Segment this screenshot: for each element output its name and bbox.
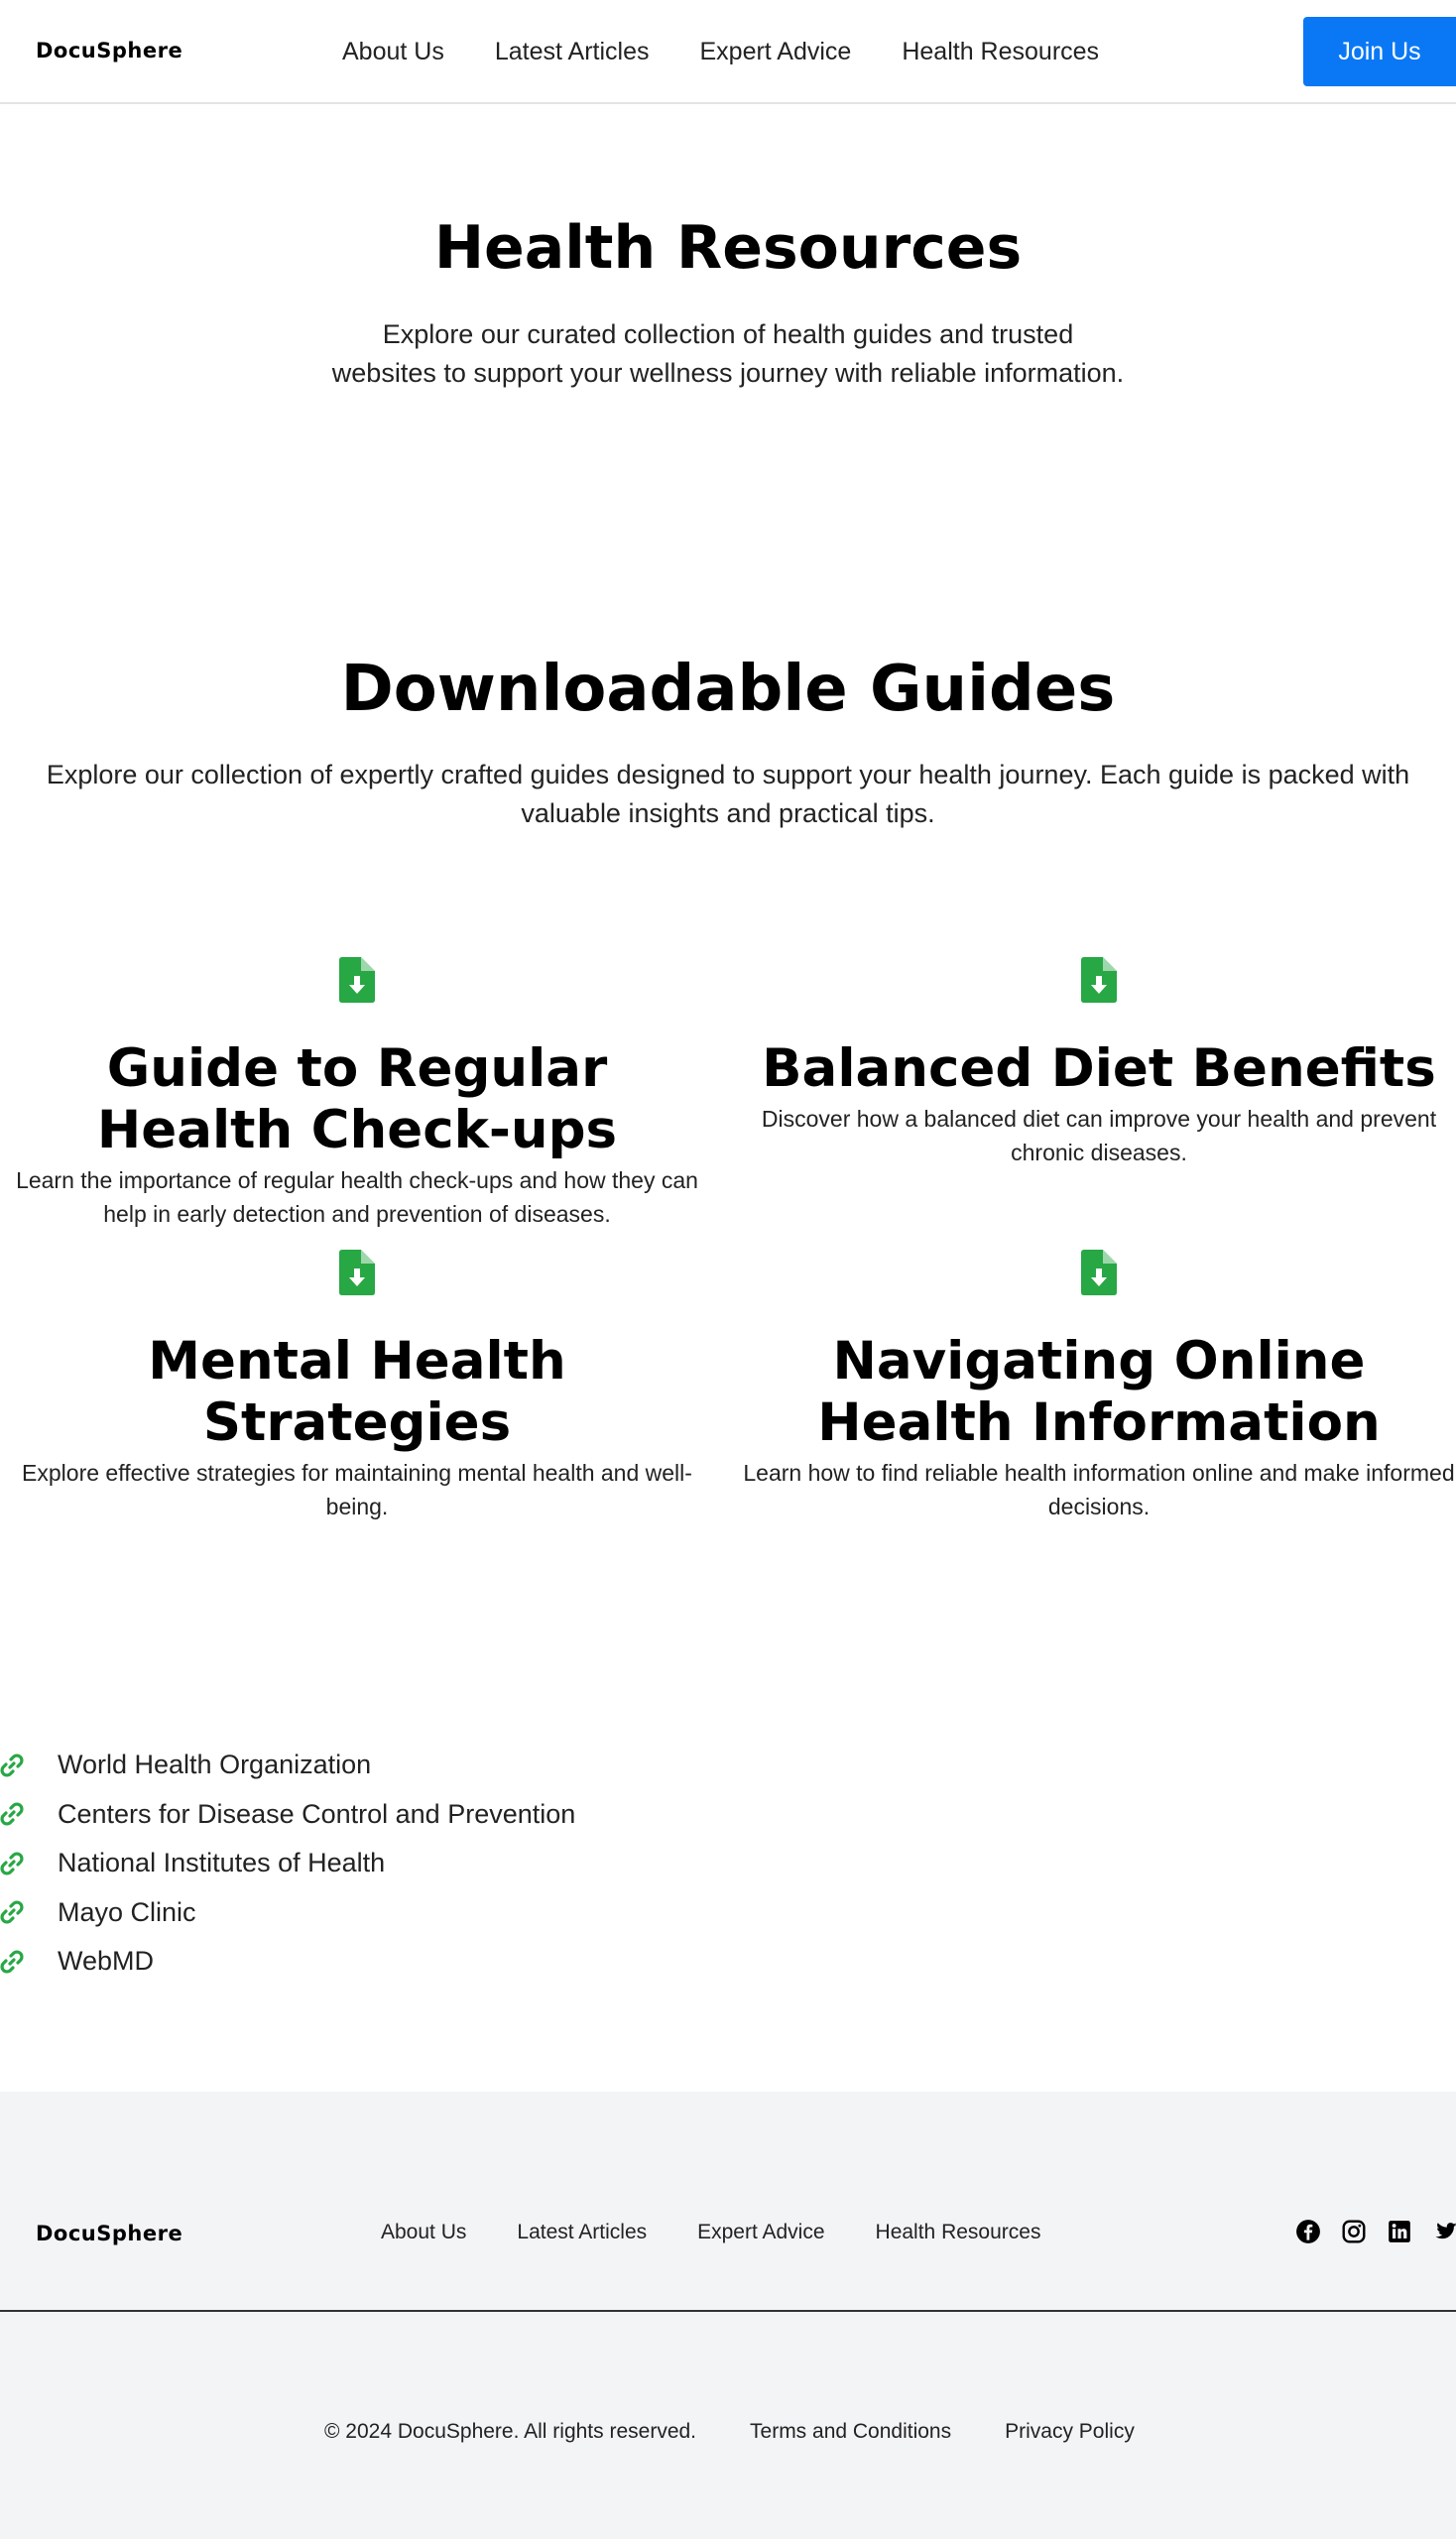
- guide-card: [0, 957, 714, 1231]
- guide-card: [0, 1250, 714, 1523]
- list-item: [0, 1888, 575, 1938]
- site-header: [0, 0, 1456, 104]
- guide-card: [742, 1250, 1456, 1523]
- guide-title: Balanced Diet Benefits: [762, 1038, 1436, 1099]
- guide-title: Guide to Regular Health Check-ups: [96, 1038, 618, 1160]
- list-item: [0, 1937, 575, 1987]
- page-subtitle: Explore our curated collection of health guides and trusted websites to support your wellness journey with reliable information.: [331, 319, 1125, 388]
- site-logo[interactable]: DocuSphere: [36, 39, 183, 62]
- link-icon: [0, 1852, 24, 1875]
- footer-nav-about-us[interactable]: About Us: [381, 2221, 467, 2243]
- main-nav: [342, 32, 1099, 71]
- link-icon: [0, 1753, 24, 1777]
- footer-divider: [0, 2310, 1456, 2312]
- footer-nav-health-resources[interactable]: Health Resources: [875, 2221, 1041, 2243]
- link-cdc[interactable]: Centers for Disease Control and Prevention: [58, 1798, 576, 1829]
- nav-expert-advice[interactable]: Expert Advice: [699, 38, 852, 65]
- list-item: [0, 1839, 575, 1888]
- social-links: [1295, 2219, 1456, 2244]
- privacy-link[interactable]: Privacy Policy: [1005, 2420, 1135, 2443]
- footer-bottom-bar: [324, 2417, 1135, 2447]
- linkedin-icon[interactable]: [1387, 2219, 1412, 2244]
- guide-description: Learn the importance of regular health check-ups and how they can help in early detection and prevention of diseases.: [16, 1167, 698, 1227]
- guide-title: Navigating Online Health Information: [817, 1331, 1381, 1453]
- terms-link[interactable]: Terms and Conditions: [750, 2420, 952, 2443]
- footer-nav-latest-articles[interactable]: Latest Articles: [517, 2221, 648, 2243]
- nav-about-us[interactable]: About Us: [342, 38, 444, 65]
- resource-links-list: [0, 1741, 575, 1987]
- file-download-icon[interactable]: [1081, 1250, 1117, 1295]
- file-download-icon[interactable]: [339, 1250, 375, 1295]
- link-webmd[interactable]: WebMD: [58, 1946, 155, 1977]
- site-footer: [0, 2092, 1456, 2539]
- copyright-text: © 2024 DocuSphere. All rights reserved.: [324, 2420, 697, 2443]
- file-download-icon[interactable]: [1081, 957, 1117, 1003]
- footer-logo[interactable]: DocuSphere: [36, 2222, 183, 2245]
- guide-description: Discover how a balanced diet can improve your health and prevent chronic diseases.: [761, 1106, 1437, 1165]
- instagram-icon[interactable]: [1341, 2219, 1367, 2244]
- page-title: Health Resources: [433, 213, 1023, 283]
- link-icon: [0, 1950, 24, 1974]
- guide-card: [742, 957, 1456, 1169]
- guides-subtitle: Explore our collection of expertly crafted guides designed to support your health journey. Each guide is packed with valuable insights and practical tips.: [46, 760, 1410, 828]
- join-us-button[interactable]: Join Us: [1303, 17, 1456, 86]
- link-who[interactable]: World Health Organization: [58, 1750, 372, 1780]
- link-mayo-clinic[interactable]: Mayo Clinic: [58, 1896, 196, 1927]
- guide-description: Learn how to find reliable health information online and make informed decisions.: [743, 1460, 1455, 1519]
- link-icon: [0, 1802, 24, 1826]
- nav-health-resources[interactable]: Health Resources: [902, 38, 1100, 65]
- guide-title: Mental Health Strategies: [148, 1331, 566, 1453]
- file-download-icon[interactable]: [339, 957, 375, 1003]
- link-icon: [0, 1900, 24, 1924]
- list-item: [0, 1790, 575, 1840]
- facebook-icon[interactable]: [1295, 2219, 1321, 2244]
- guide-description: Explore effective strategies for maintaining mental health and well-being.: [22, 1460, 692, 1519]
- link-nih[interactable]: National Institutes of Health: [58, 1848, 386, 1878]
- list-item: [0, 1741, 575, 1790]
- footer-nav-expert-advice[interactable]: Expert Advice: [697, 2221, 825, 2243]
- footer-nav: [381, 2218, 1040, 2247]
- twitter-icon[interactable]: [1432, 2219, 1456, 2244]
- guides-title: Downloadable Guides: [340, 653, 1116, 726]
- nav-latest-articles[interactable]: Latest Articles: [494, 38, 650, 65]
